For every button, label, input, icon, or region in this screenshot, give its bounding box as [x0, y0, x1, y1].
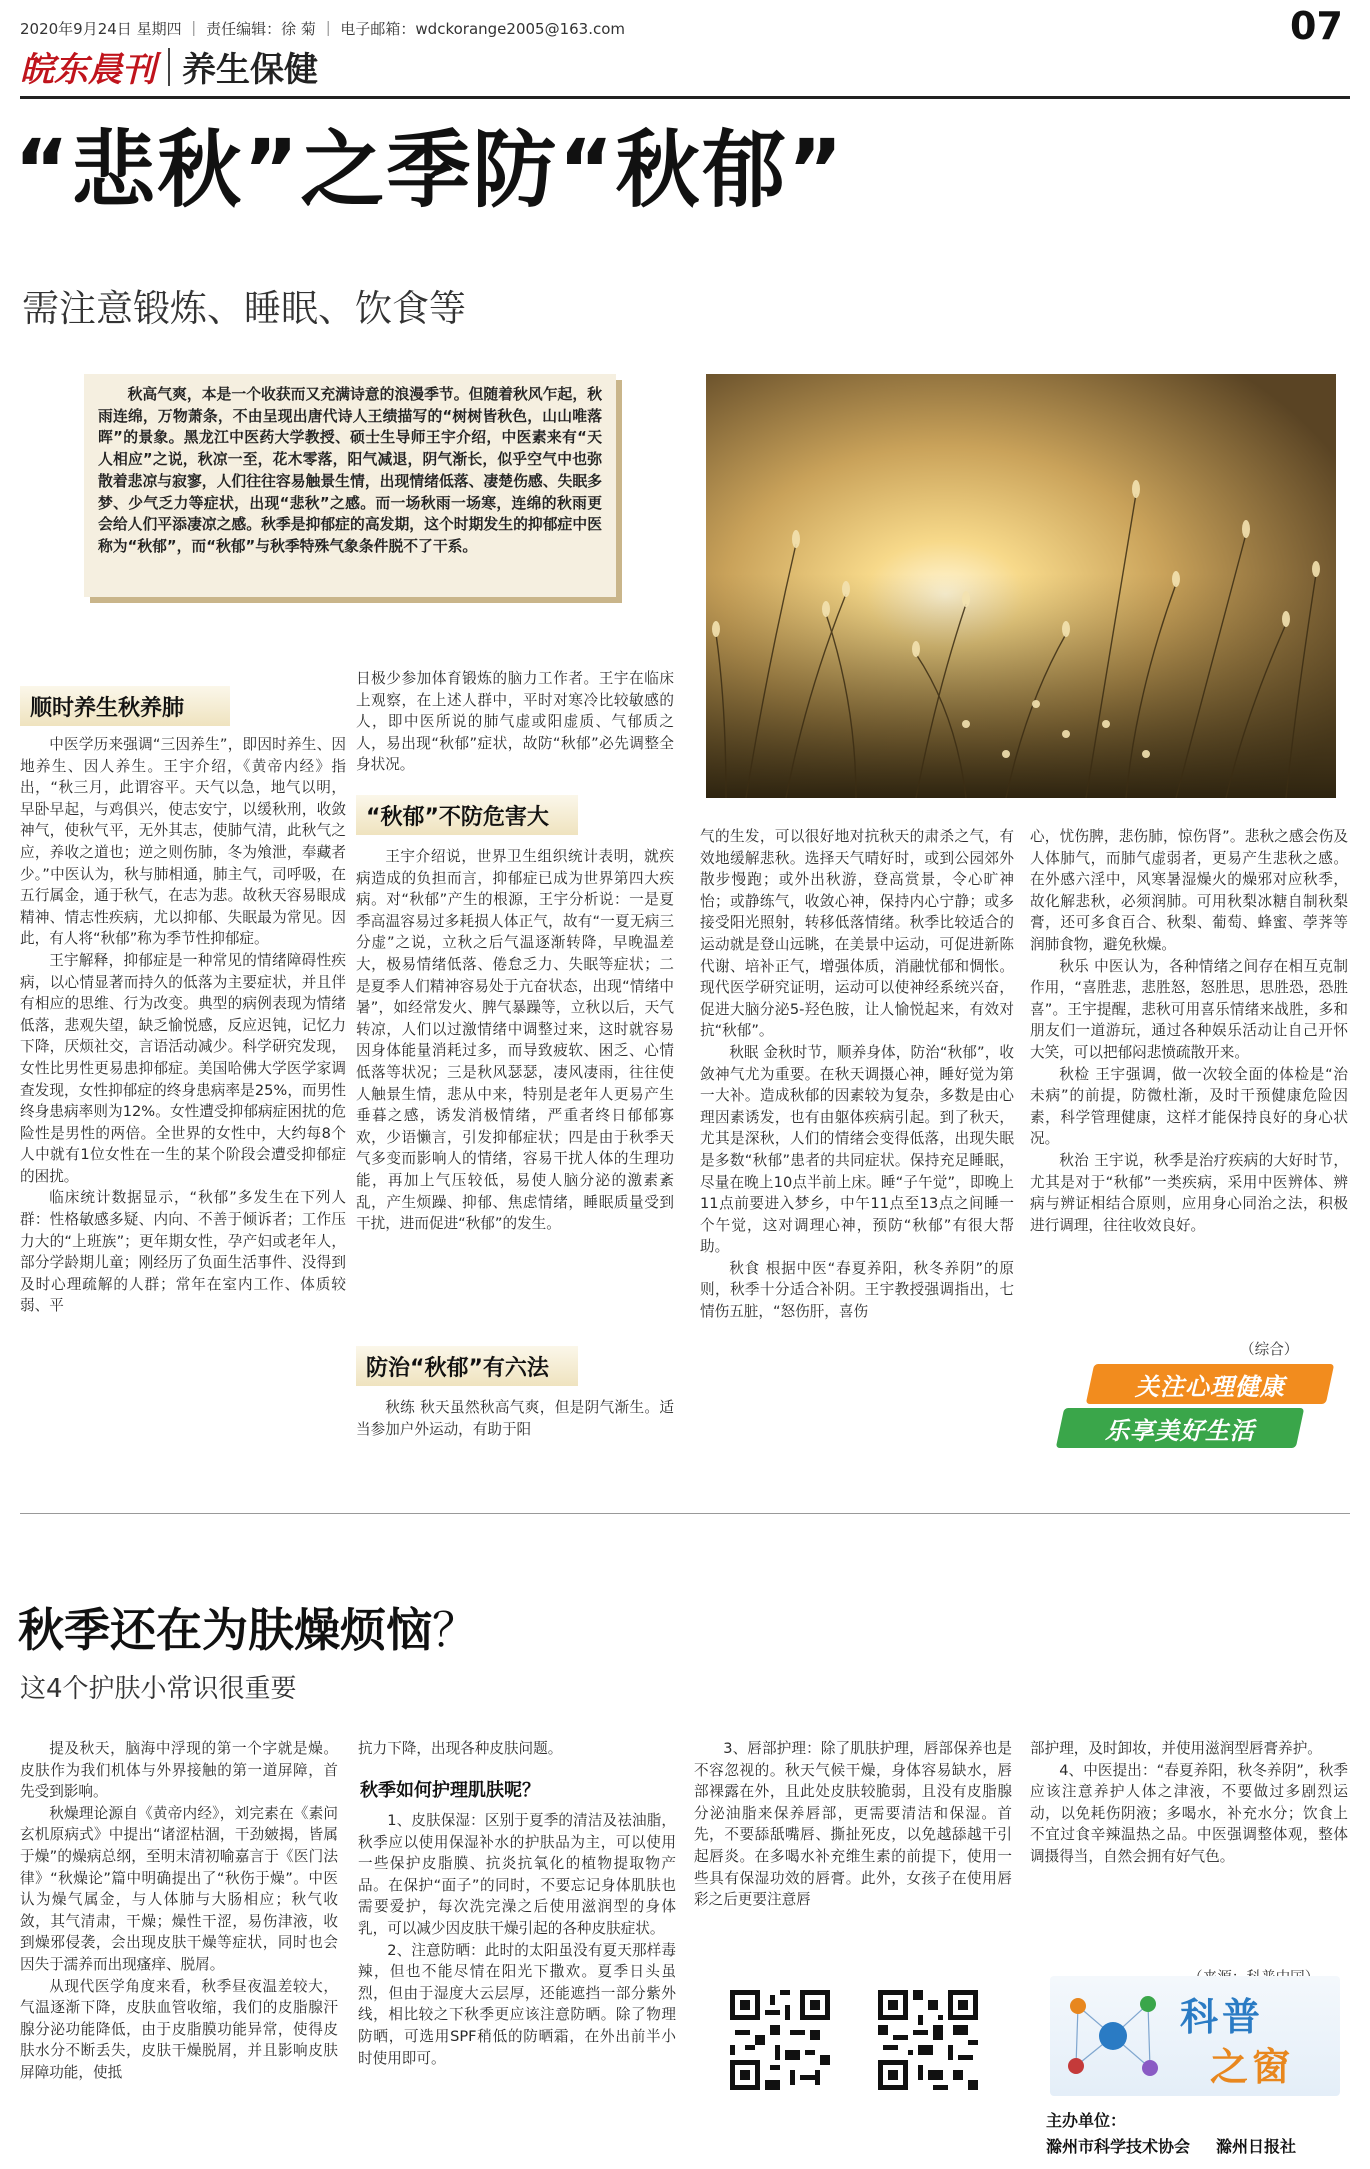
mental-health-banner: [1060, 1362, 1350, 1457]
sponsor-2: 滁州日报社: [1216, 2137, 1297, 2156]
qr-code-2[interactable]: [878, 1990, 978, 2090]
section1-heading: 顺时养生秋养肺: [20, 686, 230, 726]
article2-title: [18, 1600, 478, 1660]
kepu-network-icon: [1058, 1986, 1168, 2086]
brand-logo: 皖东晨刊: [20, 50, 156, 90]
date-line: 2020年9月24日 星期四 ｜ 责任编辑：徐 菊 ｜ 电子邮箱：wdckorange2005@163.com: [20, 20, 626, 38]
banner-line1-box: [1086, 1364, 1335, 1404]
article1-col4: [1030, 826, 1348, 1326]
section-name: 养生保健: [182, 50, 318, 90]
a2-col2-paragraph-2: 2、注意防晒：此时的太阳虽没有夏天那样毒辣，但也不能尽情在阳光下撒欢。夏季日头虽烈，但由于湿度大云层厚，还能遮挡一部分紫外线，相比较之下秋季更应该注意防晒。除了物理防晒，可选用SPF稍低的防晒霜，在外出前半小时使用即可。: [358, 1941, 676, 2067]
kepu-logo-line1: 科普: [1180, 1995, 1265, 2039]
article2-title-text: 秋季还在为肤燥烦恼: [18, 1603, 432, 1657]
sponsor-label: 主办单位：: [1046, 2111, 1127, 2130]
intro-box: [84, 374, 616, 597]
sponsor-list: [1046, 2134, 1296, 2157]
article1-source: （综合）: [1240, 1341, 1299, 1358]
section1-paragraph-2: 王宇解释，抑郁症是一种常见的情绪障碍性疾病，以心情显著而持久的低落为主要症状，并且伴有相应的思维、行为改变。典型的病例表现为情绪低落，悲观失望，缺乏愉悦感，反应迟钝，记忆力下降，厌烦社交，言语活动减少。科学研究发现，女性比男性更易患抑郁症。美国哈佛大学医学家调查发现，女性抑郁症的终身患病率是25%，而男性终身患病率则为12%。女性遭受抑郁病症困扰的危险性是男性的两倍。全世界的女性中，大约每8个人中就有1位女性在一生的某个阶段会遭受抑郁症的困扰。: [20, 951, 346, 1185]
section2-paragraph: 王宇介绍说，世界卫生组织统计表明，就疾病造成的负担而言，抑郁症已成为世界第四大疾病。对“秋郁”产生的根源，王宇分析说：一是夏季高温容易过多耗损人体正气，故有“一夏无病三分虚”之说，立秋之后气温逐渐转降，早晚温差大，极易情绪低落、倦怠乏力、失眠等症状；二是夏季人们精神容易处于亢奋状态，出现“情绪中暑”，如经常发火、脾气暴躁等，立秋以后，天气转凉，人们以过激情绪中调整过来，这时就容易因身体能量消耗过多，而导致疲软、困乏、心情低落等状况；三是秋风瑟瑟，凄风凄雨，往往使人触景生情，悲从中来，特别是老年人更易产生垂暮之感，诱发消极情绪，严重者终日郁郁寡欢，少语懒言，引发抑郁症状；四是由于秋季天气多变而影响人的情绪，容易干扰人体的生理功能，再加上气压较低，易使人脑分泌的激素紊乱，产生烦躁、抑郁、焦虑情绪，睡眠质量受到干扰，进而促进“秋郁”的发生。: [356, 848, 674, 1233]
article-divider: [20, 1513, 1350, 1514]
masthead: [20, 42, 318, 91]
sponsor-1: 滁州市科学技术协会: [1046, 2137, 1191, 2156]
article2-col1: [20, 1738, 338, 2160]
article2-subtitle: 这4个护肤小常识很重要: [20, 1674, 297, 1704]
autumn-grass-photo: [706, 374, 1336, 798]
article2-title-mark: ？: [432, 1603, 478, 1657]
section3-heading: 防治“秋郁”有六法: [356, 1346, 578, 1386]
section1-paragraph-1: 中医学历来强调“三因养生”，即因时养生、因地养生、因人养生。王宇介绍，《黄帝内经》指出，“秋三月，此谓容平。天气以急，地气以明，早卧早起，与鸡俱兴，使志安宁，以缓秋刑，收敛神气，使秋气平，无外其志，使肺气清，此秋气之应，养收之道也；逆之则伤肺，冬为飧泄，奉藏者少。”中医认为，秋与肺相通，肺主气，司呼吸，在五行属金，通于秋气，在志为悲。故秋天容易眼成精神、情志性疾病，尤以抑郁、失眠最为常见。因此，有人将“秋郁”称为季节性抑郁症。: [20, 736, 346, 948]
col3-paragraph-3: 秋食 根据中医“春夏养阳，秋冬养阴”的原则，秋季十分适合补阴。王宇教授强调指出，七情伤五脏，“怒伤肝，喜伤: [700, 1259, 1014, 1321]
a2-col2-lead: 抗力下降，出现各种皮肤问题。: [358, 1740, 563, 1757]
masthead-divider: [168, 48, 170, 86]
intro-text: 秋高气爽，本是一个收获而又充满诗意的浪漫季节。但随着秋风乍起，秋雨连绵，万物萧条，不由呈现出唐代诗人王绩描写的“树树皆秋色，山山唯落晖”的景象。黑龙江中医药大学教授、硕士生导师王宇介绍，中医素来有“天人相应”之说，秋凉一至，花木零落，阳气减退，阴气渐长，似乎空气中也弥散着悲凉与寂寥，人们往往容易触景生情，出现情绪低落、凄楚伤感、失眠多梦、少气乏力等症状，出现“悲秋”之感。而一场秋雨一场寒，连绵的秋雨更会给人们平添凄凉之感。秋季是抑郁症的高发期，这个时期发生的抑郁症中医称为“秋郁”，而“秋郁”与秋季特殊气象条件脱不了干系。: [98, 386, 602, 555]
page-number-block: [1290, 4, 1343, 48]
section2-heading: “秋郁”不防危害大: [356, 795, 578, 835]
article1-title: “悲秋”之季防“秋郁”: [14, 121, 845, 219]
article1-subtitle: 需注意锻炼、睡眠、饮食等: [22, 287, 466, 330]
col4-paragraph-3: 秋检 王宇强调，做一次较全面的体检是“治未病”的前提，防微杜渐，及时干预健康危险因素，科学管理健康，这样才能保持良好的身心状况。: [1030, 1065, 1348, 1148]
article2-col3: 3、唇部护理：除了肌肤护理，唇部保养也是不容忽视的。秋天气候干燥，身体容易缺水，唇部裸露在外，且此处皮肤较脆弱，且没有皮脂腺分泌油脂来保养唇部，更需要清洁和保湿。首先，不要舔舐嘴唇、撕扯死皮，以免越舔越干引起唇炎。在多喝水补充维生素的前提下，使用一些具有保湿功效的唇膏。此外，女孩子在使用唇彩之后更要注意唇: [694, 1740, 1012, 1909]
a2-col4-paragraph-2: 4、中医提出：“春夏养阳，秋冬养阴”，秋季应该注意养护人体之津液，不要做过多剧烈运动，以免耗伤阴液；多喝水，补充水分；饮食上不宜过食辛辣温热之品。中医强调整体观，整体调摄得当，自然会拥有好气色。: [1030, 1761, 1348, 1865]
banner-line2: 乐享美好生活: [1105, 1416, 1255, 1445]
article1-col3: [700, 826, 1014, 1446]
a2-col1-paragraph-2: 秋燥理论源自《黄帝内经》，刘完素在《素问玄机原病式》中提出“诸涩枯涸，干劲皴揭，皆属于燥”的燥病总纲，至明末清初喻嘉言于《医门法律》“秋燥论”篇中明确提出了“秋伤于燥”。中医认为燥气属金，与人体肺与大肠相应；秋气收敛，其气清肃，干燥；燥性干涩，易伤津液，收到燥邪侵袭，会出现皮肤干燥等症状，同时也会因失于濡养而出现瘙痒、脱屑。: [20, 1804, 338, 1973]
article2-col2: [358, 1810, 676, 2160]
header-rule: [20, 96, 1350, 99]
qr-code-2-icon: [878, 1990, 978, 2090]
banner-line1: 关注心理健康: [1135, 1372, 1285, 1401]
page-number: 07: [1290, 4, 1343, 48]
banner-line2-box: [1056, 1408, 1305, 1448]
col3-paragraph-2: 秋眠 金秋时节，顺养身体，防治“秋郁”，收敛神气尤为重要。在秋天调摄心神，睡好觉为第一大补。造成秋郁的因素较为复杂，多数是由心理因素诱发，也有由躯体疾病引起。到了秋天，尤其是深秋，人们的情绪会变得低落，出现失眠是多数“秋郁”患者的共同症状。保持充足睡眠，尽量在晚上10点半前上床。睡“子午觉”，即晚上11点前要进入梦乡，中午11点至13点之间睡一个午觉，这对调理心神，预防“秋郁”有很大帮助。: [700, 1043, 1014, 1256]
kepu-window-logo: [1050, 1976, 1340, 2096]
a2-col2-paragraph-1: 1、皮肤保湿：区别于夏季的清洁及祛油脂，秋季应以使用保湿补水的护肤品为主，可以使用一些保护皮脂膜、抗炎抗氧化的植物提取物产品。在保护“面子”的同时，不要忘记身体肌肤也需要爱护，每次洗完澡之后使用滋润型的身体乳，可以减少因皮肤干燥引起的各种皮肤症状。: [358, 1812, 676, 1937]
a2-col1-paragraph-1: 提及秋天，脑海中浮现的第一个字就是燥。皮肤作为我们机体与外界接触的第一道屏障，首先受到影响。: [20, 1740, 338, 1801]
kepu-logo-line2: 之窗: [1210, 2045, 1295, 2089]
col3-paragraph-1: 气的生发，可以很好地对抗秋天的肃杀之气，有效地缓解悲秋。选择天气晴好时，或到公园郊外散步慢跑；或外出秋游，登高赏景，令心旷神怡；或静练气，收敛心神，保持内心宁静；或多接受阳光照射，转移低落情绪。秋季比较适合的运动就是登山远眺，在美景中运动，可促进新陈代谢、培补正气，增强体质，消融忧郁和惆怅。现代医学研究证明，运动可以使神经系统兴奋，促进大脑分泌5-羟色胺，让人愉悦起来，有效对抗“秋郁”。: [700, 828, 1014, 1040]
article1-col1: [20, 734, 346, 1484]
section1-paragraph-3: 临床统计数据显示，“秋郁”多发生在下列人群：性格敏感多疑、内向、不善于倾诉者；工作压力大的“上班族”；更年期女性，孕产妇或老年人，部分学龄期儿童；刚经历了负面生活事件、没得到及时心理疏解的人群；常年在室内工作、体质较弱、平: [20, 1189, 346, 1315]
a2-col4-paragraph-1: 部护理，及时卸妆，并使用滋润型唇膏养护。: [1030, 1740, 1322, 1757]
article1-col2-top: 日极少参加体育锻炼的脑力工作者。王宇在临床上观察，在上述人群中，平时对寒冷比较敏感的人，即中医所说的肺气虚或阳虚质、气郁质之人，易出现“秋郁”症状，故防“秋郁”必先调整全身状况。: [356, 670, 674, 774]
a2-col1-paragraph-3: 从现代医学角度来看，秋季昼夜温差较大，气温逐渐下降，皮肤血管收缩，我们的皮脂腺汗腺分泌功能降低，由于皮脂膜功能异常，使得皮肤水分不断丢失，皮肤干燥脱屑，并且影响皮肤屏障功能，使抵: [20, 1977, 338, 2081]
col4-paragraph-1: 心，忧伤脾，悲伤肺，惊伤肾”。悲秋之感会伤及人体肺气，而肺气虚弱者，更易产生悲秋之感。在外感六淫中，风寒暑湿燥火的燥邪对应秋季，故化解悲秋，必须润肺。可用秋梨冰糖自制秋梨膏，还可多食百合、秋梨、葡萄、蜂蜜、荸荠等润肺食物，避免秋燥。: [1030, 828, 1348, 953]
autumn-grass-image: [706, 374, 1336, 798]
col4-paragraph-2: 秋乐 中医认为，各种情绪之间存在相互克制作用，“喜胜悲，悲胜怒，怒胜思，思胜恐，恐胜喜”。王宇提醒，悲秋可用喜乐情绪来战胜，多和朋友们一道游玩，通过各种娱乐活动让自己开怀大笑，可以把郁闷悲愤疏散开来。: [1030, 957, 1348, 1061]
qr-code-1-icon: [730, 1990, 830, 2090]
section3-paragraph: 秋练 秋天虽然秋高气爽，但是阴气渐生。适当参加户外运动，有助于阳: [356, 1399, 674, 1438]
article2-col4: [1030, 1738, 1348, 1994]
a2-col2-heading: 秋季如何护理肌肤呢？: [360, 1780, 540, 1801]
qr-code-1[interactable]: [730, 1990, 830, 2090]
col4-paragraph-4: 秋治 王宇说，秋季是治疗疾病的大好时节，尤其是对于“秋郁”一类疾病，采用中医辨体、辨病与辨证相结合原则，应用身心同治之法，积极进行调理，往往收效良好。: [1030, 1151, 1348, 1234]
